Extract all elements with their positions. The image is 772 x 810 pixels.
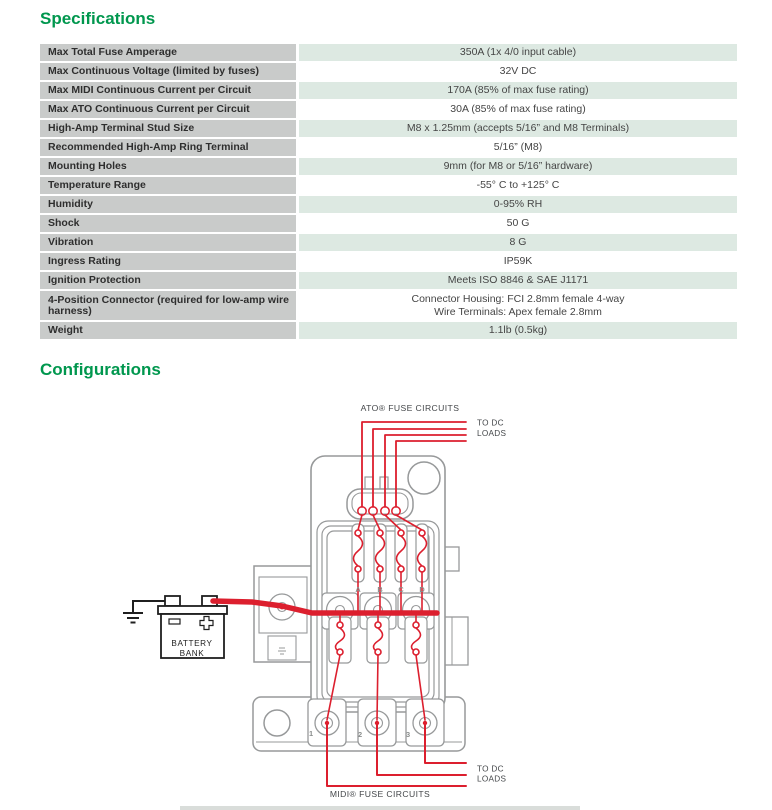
spec-table bbox=[40, 44, 737, 341]
fuse-letter-a: A bbox=[355, 585, 361, 594]
spec-value-cell: 8 G bbox=[299, 234, 737, 251]
spec-value-cell: 32V DC bbox=[299, 63, 737, 80]
to-dc-loads-top-line1: TO DC bbox=[477, 418, 504, 428]
spec-value-cell: 170A (85% of max fuse rating) bbox=[299, 82, 737, 99]
spec-label-cell: Max ATO Continuous Current per Circuit bbox=[40, 101, 296, 118]
spec-value-cell: 9mm (for M8 or 5/16” hardware) bbox=[299, 158, 737, 175]
mounting-hole-top-right bbox=[408, 462, 440, 494]
wiring-diagram bbox=[0, 390, 772, 810]
spec-value-cell: 350A (1x 4/0 input cable) bbox=[299, 44, 737, 61]
spec-value-cell: Connector Housing: FCI 2.8mm female 4-way Wire Terminals: Apex female 2.8mm bbox=[299, 291, 737, 320]
spec-label-cell: Weight bbox=[40, 322, 296, 339]
spec-value-cell: 50 G bbox=[299, 215, 737, 232]
spec-table-row bbox=[40, 196, 737, 213]
mounting-hole-bottom-left bbox=[264, 710, 290, 736]
spec-table-row bbox=[40, 272, 737, 289]
to-dc-loads-bottom-line1: TO DC bbox=[477, 764, 504, 774]
spec-table-row bbox=[40, 120, 737, 137]
spec-label-cell: 4-Position Connector (required for low-amp wire harness) bbox=[40, 291, 296, 320]
to-dc-loads-bottom-line2: LOADS bbox=[477, 774, 507, 784]
stud-number-3: 3 bbox=[405, 730, 411, 739]
page-bottom-strip bbox=[180, 806, 580, 810]
fuse-letter-d: D bbox=[419, 585, 425, 594]
spec-value-cell: 0-95% RH bbox=[299, 196, 737, 213]
spec-label-cell: Humidity bbox=[40, 196, 296, 213]
spec-label-cell: Ignition Protection bbox=[40, 272, 296, 289]
spec-value-cell: 30A (85% of max fuse rating) bbox=[299, 101, 737, 118]
stud-number-1: 1 bbox=[308, 729, 314, 738]
battery-neg-terminal bbox=[165, 596, 180, 606]
specifications-heading: Specifications bbox=[40, 9, 156, 28]
spec-table-row bbox=[40, 234, 737, 251]
spec-value-cell: 1.1lb (0.5kg) bbox=[299, 322, 737, 339]
ato-circuits-label: ATO® FUSE CIRCUITS bbox=[360, 403, 460, 413]
spec-value-cell: M8 x 1.25mm (accepts 5/16” and M8 Terminals) bbox=[299, 120, 737, 137]
fuse-letter-b: B bbox=[377, 585, 383, 594]
spec-label-cell: Shock bbox=[40, 215, 296, 232]
spec-label-cell: Ingress Rating bbox=[40, 253, 296, 270]
spec-label-cell: Vibration bbox=[40, 234, 296, 251]
spec-table-row bbox=[40, 322, 737, 339]
battery-label-line2: BANK bbox=[179, 649, 205, 658]
spec-value-cell: Meets ISO 8846 & SAE J1171 bbox=[299, 272, 737, 289]
midi-circuits-label: MIDI® FUSE CIRCUITS bbox=[329, 789, 431, 799]
spec-label-cell: Max MIDI Continuous Current per Circuit bbox=[40, 82, 296, 99]
stud-number-2: 2 bbox=[357, 730, 363, 739]
spec-label-cell: Max Continuous Voltage (limited by fuses) bbox=[40, 63, 296, 80]
spec-table-row bbox=[40, 215, 737, 232]
spec-value-cell: IP59K bbox=[299, 253, 737, 270]
spec-label-cell: Mounting Holes bbox=[40, 158, 296, 175]
to-dc-loads-top-line2: LOADS bbox=[477, 429, 507, 438]
battery-bank bbox=[123, 596, 227, 658]
configurations-heading: Configurations bbox=[40, 360, 161, 379]
spec-table-row bbox=[40, 82, 737, 99]
spec-table-row bbox=[40, 139, 737, 156]
spec-table-row bbox=[40, 63, 737, 80]
spec-value-cell: 5/16” (M8) bbox=[299, 139, 737, 156]
spec-value-cell: -55° C to +125° C bbox=[299, 177, 737, 194]
spec-label-cell: Recommended High-Amp Ring Terminal bbox=[40, 139, 296, 156]
spec-label-cell: High-Amp Terminal Stud Size bbox=[40, 120, 296, 137]
fuse-letter-c: C bbox=[398, 585, 404, 594]
spec-table-row bbox=[40, 177, 737, 194]
spec-label-cell: Temperature Range bbox=[40, 177, 296, 194]
spec-label-cell: Max Total Fuse Amperage bbox=[40, 44, 296, 61]
spec-table-row bbox=[40, 291, 737, 320]
spec-table-row bbox=[40, 253, 737, 270]
spec-table-row bbox=[40, 101, 737, 118]
battery-label-line1: BATTERY bbox=[171, 639, 213, 648]
spec-table-row bbox=[40, 44, 737, 61]
spec-table-row bbox=[40, 158, 737, 175]
